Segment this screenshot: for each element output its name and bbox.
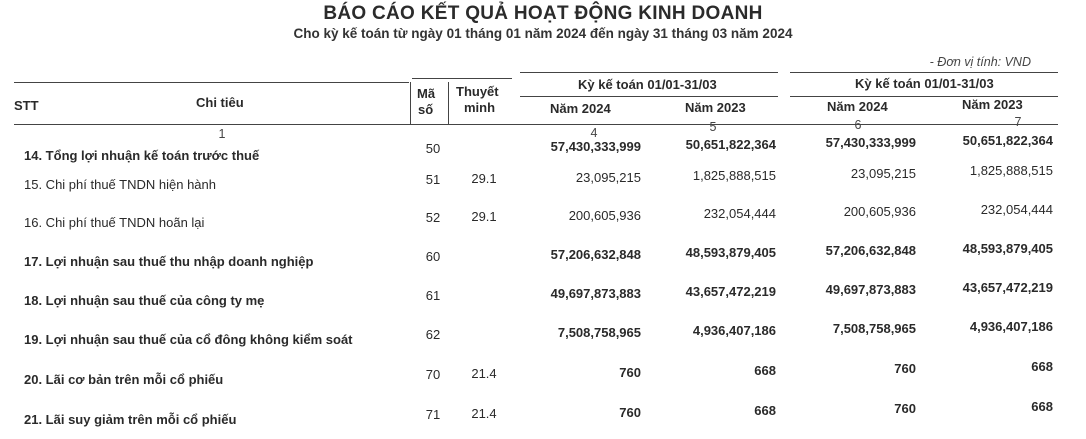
row-value-2023-right: 50,651,822,364 [962, 133, 1053, 148]
col-number-4: 4 [590, 126, 598, 140]
period-left-divider [520, 96, 778, 97]
currency-unit: - Đơn vị tính: VND [929, 55, 1031, 69]
row-value-2024-right: 23,095,215 [850, 166, 916, 181]
row-value-2023-left: 668 [754, 403, 776, 418]
row-value-2023-right: 668 [1031, 359, 1053, 374]
report-title: BÁO CÁO KẾT QUẢ HOẠT ĐỘNG KINH DOANH [323, 3, 763, 24]
header-top-line-codes [412, 78, 512, 79]
table-row [0, 359, 1086, 392]
report-subtitle: Cho kỳ kế toán từ ngày 01 tháng 01 năm 2024 đến ngày 31 tháng 03 năm 2024 [293, 26, 793, 41]
col-number-1: 1 [218, 127, 226, 141]
row-value-2024-left: 760 [619, 405, 641, 420]
row-value-2024-left: 760 [619, 365, 641, 380]
row-code: 70 [425, 367, 441, 382]
header-top-line-period-right [790, 72, 1058, 73]
table-row [0, 399, 1086, 432]
row-code: 60 [425, 249, 441, 264]
col-number-5: 5 [709, 120, 717, 134]
row-code: 71 [425, 407, 441, 422]
row-value-2023-left: 43,657,472,219 [685, 284, 776, 299]
row-note: 21.4 [471, 406, 497, 421]
row-value-2024-left: 57,430,333,999 [550, 139, 641, 154]
row-value-2023-left: 1,825,888,515 [692, 168, 776, 183]
row-label: 19. Lợi nhuận sau thuế của cổ đông không kiểm soát [24, 332, 353, 347]
row-value-2024-right: 7,508,758,965 [832, 321, 916, 336]
row-value-2024-left: 200,605,936 [568, 208, 641, 223]
row-note: 29.1 [471, 209, 497, 224]
row-value-2023-right: 668 [1031, 399, 1053, 414]
row-value-2024-right: 57,206,632,848 [825, 243, 916, 258]
table-row [0, 202, 1086, 235]
col-header-ma-so-line1: Mã [417, 86, 436, 101]
row-value-2024-right: 760 [894, 401, 916, 416]
col-number-6: 6 [854, 118, 862, 132]
row-value-2024-right: 760 [894, 361, 916, 376]
table-row [0, 163, 1086, 197]
row-label: 17. Lợi nhuận sau thuế thu nhập doanh nghiệp [24, 254, 314, 269]
row-value-2023-left: 4,936,407,186 [692, 323, 776, 338]
row-label: 18. Lợi nhuận sau thuế của công ty mẹ [24, 293, 265, 308]
col-header-chi-tieu: Chi tiêu [196, 95, 244, 110]
row-value-2024-left: 23,095,215 [575, 170, 641, 185]
row-value-2023-left: 48,593,879,405 [685, 245, 776, 260]
row-value-2024-left: 49,697,873,883 [550, 286, 641, 301]
row-code: 51 [425, 172, 441, 187]
col-header-2023-right: Năm 2023 [962, 97, 1023, 112]
row-code: 52 [425, 210, 441, 225]
row-value-2023-right: 232,054,444 [980, 202, 1053, 217]
row-value-2023-right: 4,936,407,186 [969, 319, 1053, 334]
col-header-period-right: Kỳ kế toán 01/01-31/03 [855, 76, 994, 91]
col-number-7: 7 [1014, 115, 1022, 129]
table-row [0, 133, 1086, 167]
row-value-2024-left: 7,508,758,965 [557, 325, 641, 340]
row-label: 20. Lãi cơ bản trên mỗi cổ phiếu [24, 372, 224, 387]
col-header-2024-left: Năm 2024 [550, 101, 611, 116]
table-row [0, 319, 1086, 352]
col-header-2023-left: Năm 2023 [685, 100, 746, 115]
row-label: 21. Lãi suy giảm trên mỗi cổ phiếu [24, 412, 237, 427]
row-value-2024-left: 57,206,632,848 [550, 247, 641, 262]
header-top-line-period-left [520, 72, 778, 73]
table-row [0, 241, 1086, 274]
table-row [0, 280, 1086, 313]
col-header-thuyet-minh-line2: minh [464, 100, 496, 115]
row-code: 61 [425, 288, 441, 303]
row-label: 16. Chi phí thuế TNDN hoãn lại [24, 215, 205, 230]
row-label: 14. Tổng lợi nhuận kế toán trước thuế [24, 148, 260, 163]
row-label: 15. Chi phí thuế TNDN hiện hành [24, 177, 216, 192]
row-value-2024-right: 49,697,873,883 [825, 282, 916, 297]
row-code: 62 [425, 327, 441, 342]
row-code: 50 [425, 141, 441, 156]
row-value-2023-right: 1,825,888,515 [969, 163, 1053, 178]
row-note: 21.4 [471, 366, 497, 381]
col-header-ma-so-line2: số [418, 102, 434, 117]
col-header-2024-right: Năm 2024 [827, 99, 888, 114]
row-value-2023-left: 50,651,822,364 [685, 137, 776, 152]
header-top-line [14, 82, 409, 83]
row-note: 29.1 [471, 171, 497, 186]
header-col-divider-1 [410, 82, 411, 124]
row-value-2023-left: 668 [754, 363, 776, 378]
row-value-2024-right: 57,430,333,999 [825, 135, 916, 150]
row-value-2024-right: 200,605,936 [843, 204, 916, 219]
col-header-stt: STT [14, 98, 39, 113]
row-value-2023-right: 43,657,472,219 [962, 280, 1053, 295]
row-value-2023-left: 232,054,444 [703, 206, 776, 221]
row-value-2023-right: 48,593,879,405 [962, 241, 1053, 256]
col-header-thuyet-minh-line1: Thuyết [456, 84, 499, 99]
col-header-period-left: Kỳ kế toán 01/01-31/03 [578, 77, 717, 92]
header-col-divider-2 [448, 82, 449, 124]
header-bottom-line [14, 124, 1058, 125]
